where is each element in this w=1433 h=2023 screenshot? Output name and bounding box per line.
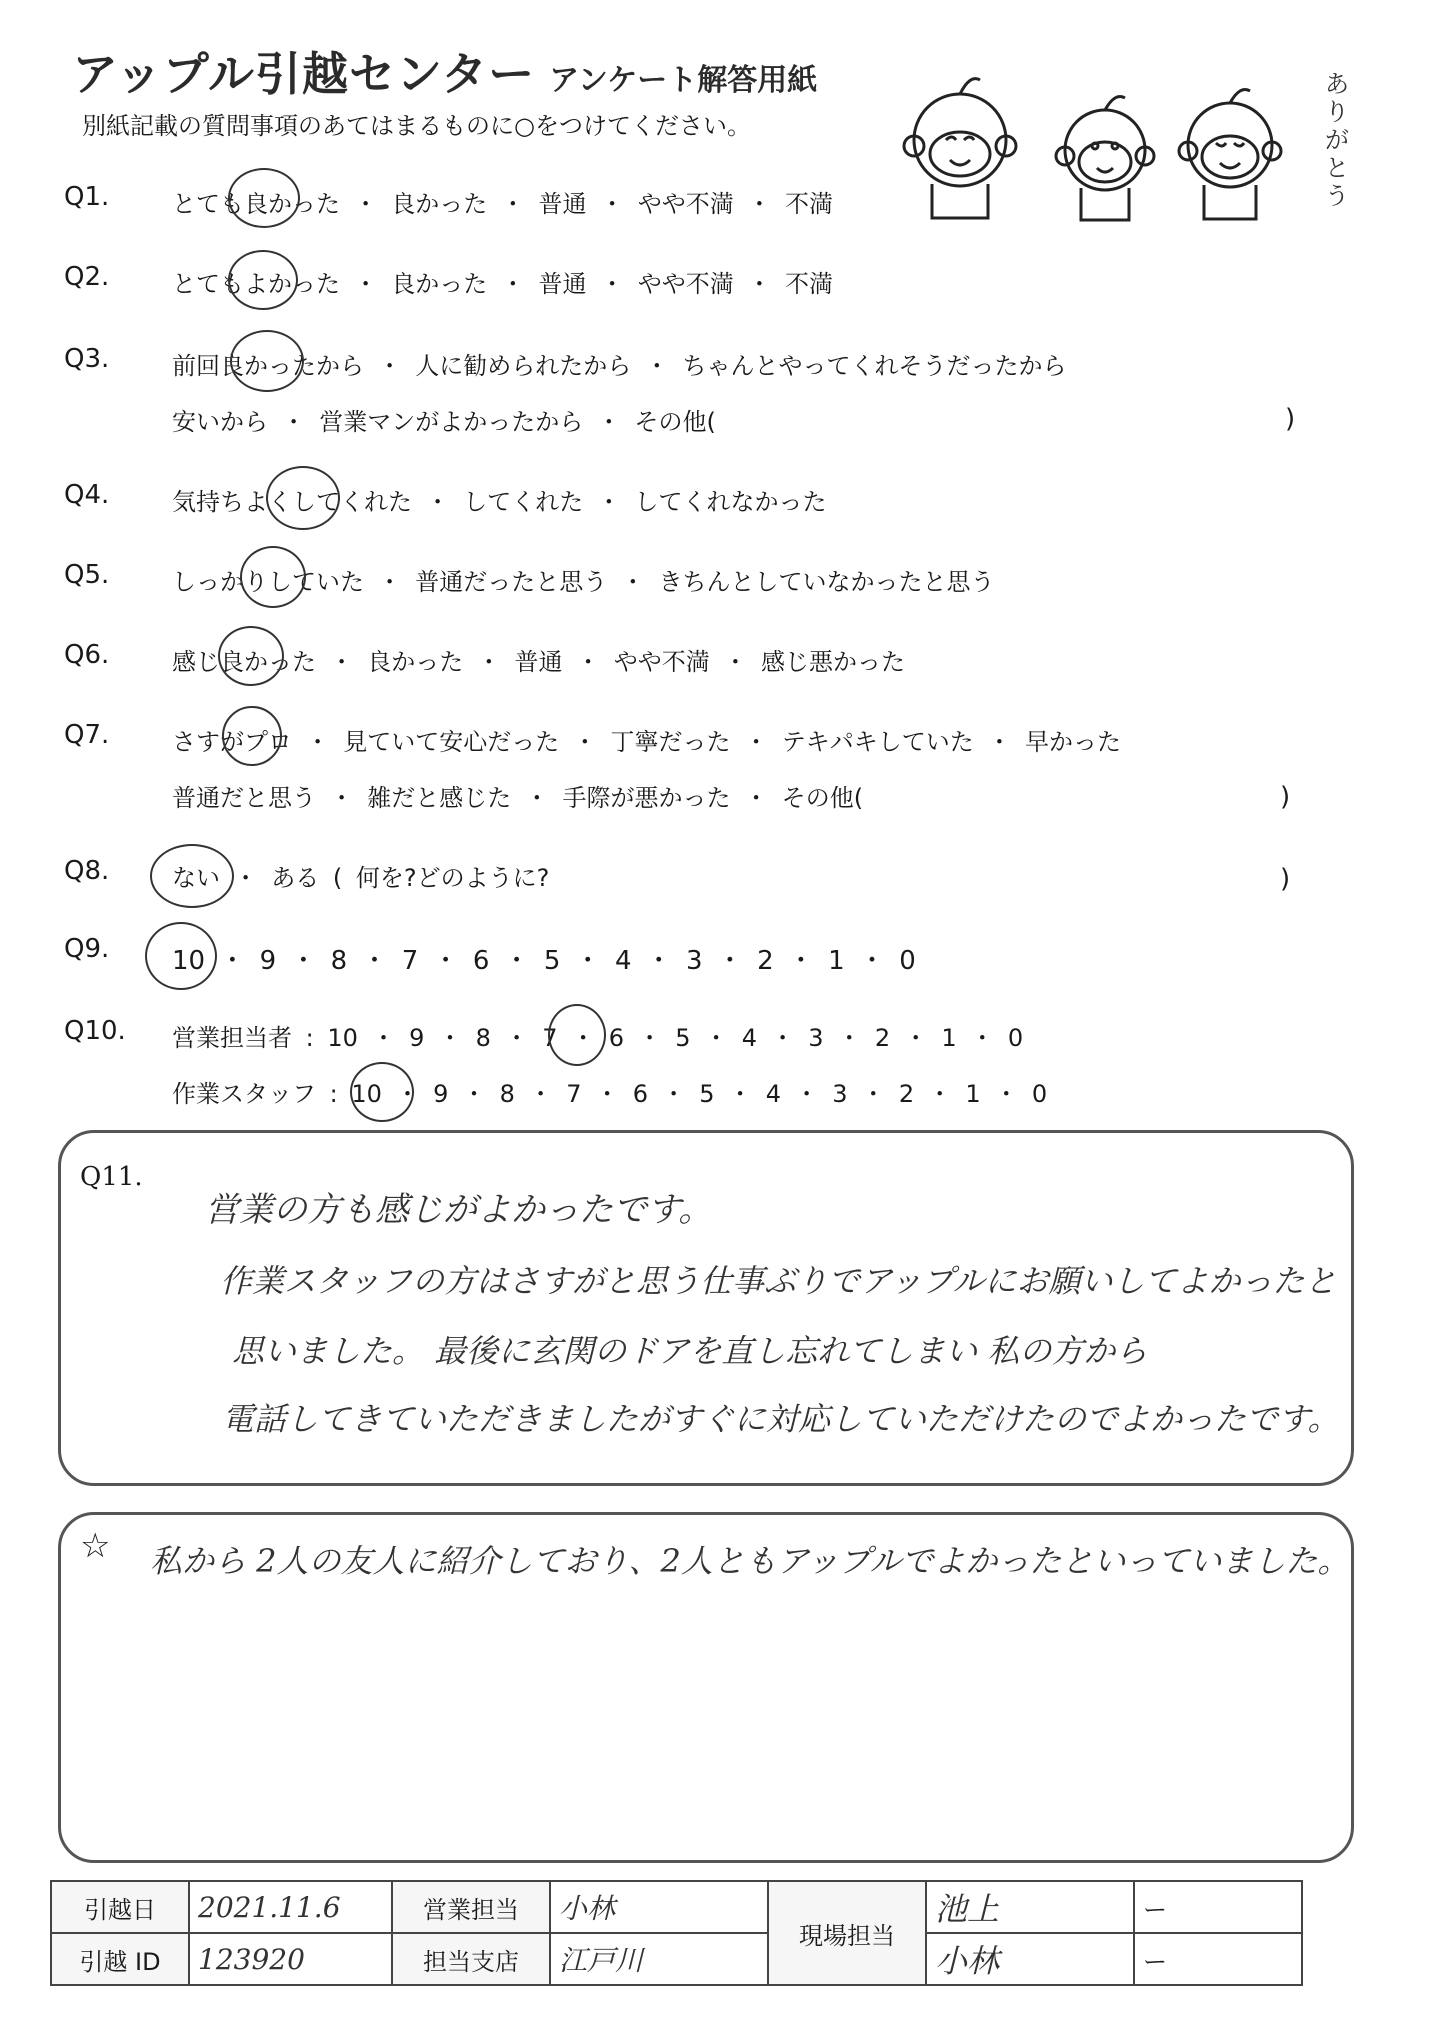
q8-label: Q8. — [64, 856, 110, 886]
q4-label: Q4. — [64, 480, 110, 510]
q1-answer-circle — [228, 168, 300, 228]
star-comment-text: 私から 2人の友人に紹介しており、2人ともアップルでよかったといっていました。 — [150, 1542, 1350, 1580]
q6-label: Q6. — [64, 640, 110, 670]
q3-label: Q3. — [64, 344, 110, 374]
q11-label: Q11. — [80, 1162, 143, 1192]
sales-rep-label: 営業担当 — [392, 1881, 550, 1933]
instruction-text: 別紙記載の質問事項のあてはまるものに○をつけてください。 — [82, 112, 751, 140]
site-rep-2-extra: ー — [1134, 1933, 1302, 1985]
q3-options: 前回良かったから ・ 人に勧められたから ・ ちゃんとやってくれそうだったから — [172, 352, 1067, 380]
q10-label: Q10. — [64, 1016, 126, 1046]
q7-close-paren: ) — [1280, 782, 1291, 812]
star-icon: ☆ — [80, 1526, 111, 1566]
q11-comment-line1: 営業の方も感じがよかったです。 — [205, 1190, 713, 1230]
q4-answer-circle — [266, 466, 340, 530]
q8-options: ない ・ ある ( 何を?どのように? — [172, 864, 550, 892]
q2-answer-circle — [228, 250, 298, 310]
form-title: アップル引越センター アンケート解答用紙 — [72, 47, 818, 101]
site-rep-2-value: 小林 — [926, 1933, 1134, 1985]
site-rep-label: 現場担当 — [768, 1881, 926, 1985]
q5-answer-circle — [240, 546, 306, 608]
move-id-value: 123920 — [189, 1933, 392, 1985]
q1-options: とても良かった ・ 良かった ・ 普通 ・ やや不満 ・ 不満 — [172, 190, 834, 218]
q2-options: とてもよかった ・ 良かった ・ 普通 ・ やや不満 ・ 不満 — [172, 270, 834, 298]
branch-label: 担当支店 — [392, 1933, 550, 1985]
move-date-value: 2021.11.6 — [189, 1881, 392, 1933]
q9-label: Q9. — [64, 934, 110, 964]
q8-answer-circle — [150, 844, 234, 908]
q1-label: Q1. — [64, 182, 110, 212]
q9-answer-circle — [145, 922, 217, 990]
q7-label: Q7. — [64, 720, 110, 750]
q3-close-paren: ) — [1285, 404, 1296, 434]
q11-comment-line2: 作業スタッフの方はさすがと思う仕事ぶりでアップルにお願いしてよかったと — [220, 1262, 1337, 1300]
q4-options: 気持ちよくしてくれた ・ してくれた ・ してくれなかった — [172, 488, 827, 516]
q10-staff-options: 作業スタッフ : 10 ・ 9 ・ 8 ・ 7 ・ 6 ・ 5 ・ 4 ・ 3 ・ 2 ・ 1 ・ 0 — [172, 1080, 1048, 1108]
q3-answer-circle — [230, 330, 304, 392]
q8-close-paren: ) — [1280, 864, 1291, 894]
move-id-label: 引越 ID — [51, 1933, 189, 1985]
q10-staff-answer-circle — [350, 1062, 414, 1122]
sales-rep-value: 小林 — [550, 1881, 768, 1933]
q5-label: Q5. — [64, 560, 110, 590]
form-subtitle: アンケート解答用紙 — [549, 63, 818, 98]
q5-options: しっかりしていた ・ 普通だったと思う ・ きちんとしていなかったと思う — [172, 568, 995, 596]
branch-value: 江戸川 — [550, 1933, 768, 1985]
q2-label: Q2. — [64, 262, 110, 292]
q11-comment-line3: 思いました。 最後に玄関のドアを直し忘れてしまい 私の方から — [232, 1332, 1148, 1370]
q6-options: 感じ良かった ・ 良かった ・ 普通 ・ やや不満 ・ 感じ悪かった — [172, 648, 906, 676]
q7-options: さすがプロ ・ 見ていて安心だった ・ 丁寧だった ・ テキパキしていた ・ 早かった — [172, 728, 1122, 756]
q10-sales-options: 営業担当者 : 10 ・ 9 ・ 8 ・ 7 ・ 6 ・ 5 ・ 4 ・ 3 ・ 2 ・ 1 ・ 0 — [172, 1024, 1024, 1052]
q3-options-line2: 安いから ・ 営業マンがよかったから ・ その他( — [172, 408, 716, 436]
site-rep-1-extra: ー — [1134, 1881, 1302, 1933]
move-info-table — [50, 1880, 1303, 1986]
q7-options-line2: 普通だと思う ・ 雑だと感じた ・ 手際が悪かった ・ その他( — [172, 784, 864, 812]
q7-answer-circle — [222, 706, 282, 766]
thanks-text: ありがとう — [1325, 70, 1349, 210]
q10-sales-answer-circle — [548, 1004, 606, 1066]
q6-answer-circle — [218, 626, 284, 686]
q11-comment-line4: 電話してきていただきましたがすぐに対応していただけたのでよかったです。 — [222, 1400, 1340, 1438]
monkey-mascot-icon — [880, 55, 1360, 235]
q9-options: 10 ・ 9 ・ 8 ・ 7 ・ 6 ・ 5 ・ 4 ・ 3 ・ 2 ・ 1 ・ 0 — [172, 946, 916, 976]
site-rep-1-value: 池上 — [926, 1881, 1134, 1933]
move-date-label: 引越日 — [51, 1881, 189, 1933]
